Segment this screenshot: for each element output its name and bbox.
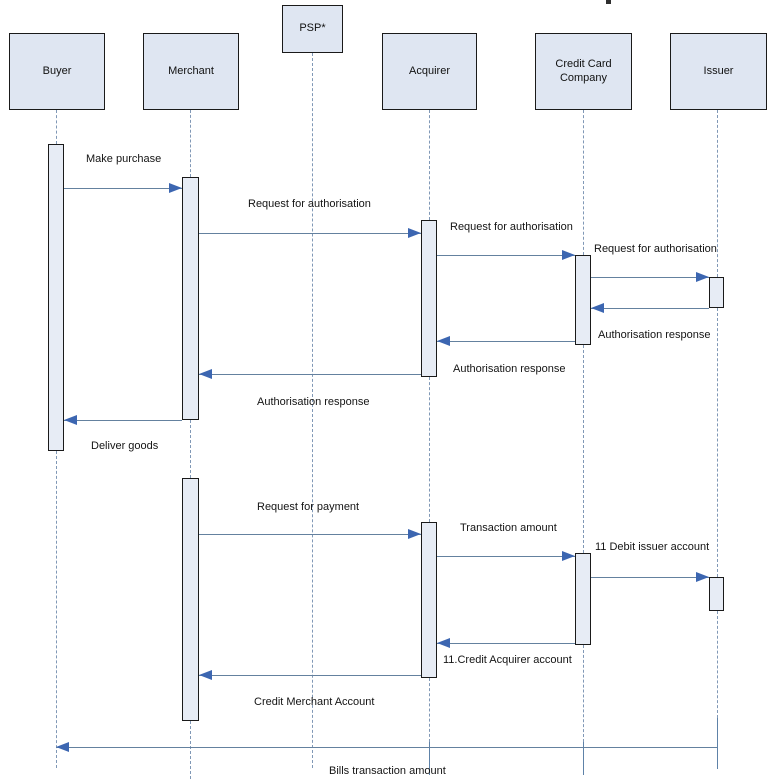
message-label: Credit Merchant Account bbox=[254, 696, 375, 708]
actor-lifeline bbox=[429, 377, 430, 522]
arrowhead-icon bbox=[199, 670, 212, 680]
message-label: Request for authorisation bbox=[248, 198, 371, 210]
message-label: Authorisation response bbox=[453, 363, 566, 375]
arrowhead-icon bbox=[696, 272, 709, 282]
message-arrow bbox=[64, 188, 182, 189]
message-arrow bbox=[591, 308, 709, 309]
actor-box: Merchant bbox=[143, 33, 239, 110]
activation-bar bbox=[575, 553, 591, 645]
actor-lifeline bbox=[717, 308, 718, 577]
activation-bar bbox=[575, 255, 591, 345]
actor-lifeline bbox=[583, 345, 584, 553]
arrowhead-icon bbox=[591, 303, 604, 313]
actor-lifeline bbox=[717, 718, 718, 769]
message-label: Request for authorisation bbox=[594, 243, 717, 255]
arrowhead-icon bbox=[169, 183, 182, 193]
activation-bar bbox=[182, 177, 199, 420]
actor-lifeline bbox=[312, 53, 313, 768]
message-arrow bbox=[56, 747, 717, 748]
message-arrow bbox=[199, 374, 421, 375]
actor-lifeline bbox=[717, 611, 718, 718]
message-label: Request for payment bbox=[257, 501, 360, 513]
activation-bar bbox=[709, 277, 724, 308]
actor-lifeline bbox=[190, 420, 191, 478]
message-arrow bbox=[437, 556, 575, 557]
arrowhead-icon bbox=[696, 572, 709, 582]
message-label: Bills transaction amount bbox=[329, 765, 446, 777]
actor-box: PSP* bbox=[282, 5, 343, 53]
cropped-title-artifact bbox=[606, 0, 611, 4]
arrowhead-icon bbox=[408, 529, 421, 539]
actor-lifeline bbox=[429, 678, 430, 742]
message-label: 11.Credit Acquirer account bbox=[443, 654, 572, 666]
message-arrow bbox=[199, 675, 421, 676]
message-arrow bbox=[64, 420, 182, 421]
actor-box: Issuer bbox=[670, 33, 767, 110]
message-label: Deliver goods bbox=[91, 440, 159, 452]
message-label: Authorisation response bbox=[598, 329, 711, 341]
arrowhead-icon bbox=[562, 250, 575, 260]
activation-bar bbox=[709, 577, 724, 611]
message-arrow bbox=[591, 277, 709, 278]
arrowhead-icon bbox=[64, 415, 77, 425]
actor-lifeline bbox=[583, 645, 584, 742]
actor-box: Buyer bbox=[9, 33, 105, 110]
message-label: Transaction amount bbox=[460, 522, 557, 534]
activation-bar bbox=[48, 144, 64, 451]
actor-lifeline bbox=[56, 451, 57, 768]
actor-lifeline bbox=[190, 721, 191, 779]
activation-bar bbox=[182, 478, 199, 721]
message-arrow bbox=[199, 233, 421, 234]
message-label: Make purchase bbox=[86, 153, 162, 165]
activation-bar bbox=[421, 220, 437, 377]
message-label: Authorisation response bbox=[257, 396, 370, 408]
actor-box: Credit Card Company bbox=[535, 33, 632, 110]
message-label: 11 Debit issuer account bbox=[595, 541, 710, 553]
arrowhead-icon bbox=[562, 551, 575, 561]
message-arrow bbox=[199, 534, 421, 535]
actor-lifeline bbox=[583, 110, 584, 255]
arrowhead-icon bbox=[199, 369, 212, 379]
arrowhead-icon bbox=[437, 638, 450, 648]
actor-box: Acquirer bbox=[382, 33, 477, 110]
actor-lifeline bbox=[190, 110, 191, 177]
message-label: Request for authorisation bbox=[450, 221, 573, 233]
message-arrow bbox=[437, 643, 575, 644]
message-arrow bbox=[437, 341, 575, 342]
actor-lifeline bbox=[717, 110, 718, 277]
activation-bar bbox=[421, 522, 437, 678]
actor-lifeline bbox=[429, 110, 430, 220]
arrowhead-icon bbox=[56, 742, 69, 752]
actor-lifeline bbox=[56, 110, 57, 144]
arrowhead-icon bbox=[437, 336, 450, 346]
message-arrow bbox=[591, 577, 709, 578]
arrowhead-icon bbox=[408, 228, 421, 238]
message-arrow bbox=[437, 255, 575, 256]
